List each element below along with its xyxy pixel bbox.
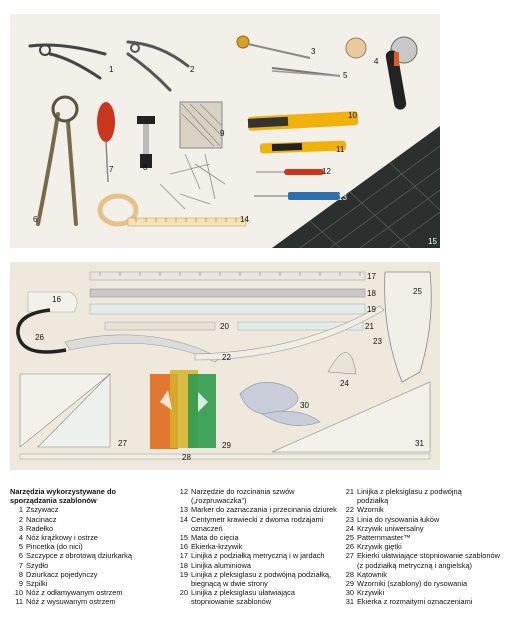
marker-cutter-image [254,192,340,200]
caption-number: 12 [179,487,188,496]
photo-label-5: 5 [343,71,348,80]
caption-text: Linijka z podziałką metryczną i w jardach [191,551,325,561]
grading-squares-image [20,374,110,447]
caption-item-26 [341,542,511,551]
caption-text: Wzornik [357,505,384,515]
caption-number: 28 [345,569,354,579]
caption-text: Centymetr krawiecki z dwoma rodzajami [191,514,324,524]
caption-text: Linijka z pleksiglasu z podwójną podziałką, [191,569,332,579]
caption-number: 24 [345,523,354,533]
caption-text: Nacinacz [26,514,57,524]
photo-label-6: 6 [33,215,38,224]
caption-text-continued: („rozpruwaczka”) [191,496,247,506]
caption-text-continued: (z podziałką metryczną i angielską) [357,560,473,570]
caption-item-8 [10,570,170,579]
photo-label-30: 30 [300,401,309,410]
caption-text: Narzędzie do rozcinania szwów [191,487,295,496]
caption-number: 19 [179,569,188,579]
pins-image [160,102,225,209]
caption-item-15 [175,533,345,542]
single-punch-image [137,116,155,168]
caption-number: 10 [14,588,23,598]
caption-text: Szpilki [26,579,48,589]
caption-item-17 [175,551,345,560]
caption-item-25 [341,533,511,542]
caption-text: Linia do rysowania łuków [357,514,440,524]
caption-number: 15 [179,533,188,543]
rotary-cutter-image [346,37,417,111]
caption-item-1 [10,505,170,514]
caption-text: Szydło [26,560,49,570]
caption-text: Krzywik giętki [357,542,402,552]
caption-text: Patternmaster™ [357,533,411,543]
photo-label-28: 28 [182,453,191,462]
photo-label-11: 11 [336,145,345,154]
caption-text: Wzorniki (szablony) do rysowania [357,579,468,589]
caption-number: 4 [18,533,23,543]
caption-number: 26 [345,542,354,552]
caption-number: 31 [345,597,354,607]
caption-column-2 [175,487,345,607]
photo-label-20: 20 [220,322,229,331]
caption-number: 29 [345,579,354,589]
caption-text: Krzywik uniwersalny [357,523,424,533]
caption-text: Zszywacz [26,505,59,515]
caption-number: 7 [18,560,23,570]
caption-item-23 [341,515,511,524]
photo-label-15: 15 [428,237,437,246]
caption-heading: Narzędzia wykorzystywane do sporządzania szablonów [10,487,116,506]
caption-item-16 [175,542,345,551]
photo-label-21: 21 [365,322,374,331]
caption-number: 2 [18,514,23,524]
tools-photo-bottom [10,262,440,470]
caption-item-18 [175,561,345,570]
seam-ripper-image [256,169,324,175]
caption-item-22 [341,505,511,514]
caption-item-10 [10,588,170,597]
hand-stapler-image [30,45,105,78]
caption-text: Pincetka (do nici) [26,542,83,552]
caption-text: Ekierka z rozmaitymi oznaczeniami [357,597,473,607]
caption-number: 17 [179,551,188,561]
caption-number: 22 [345,505,354,515]
caption-text: Linijka z pleksiglasu ułatwiająca [191,588,295,598]
caption-item-3 [10,524,170,533]
caption-number: 23 [345,514,354,524]
caption-number: 25 [345,533,354,543]
caption-number: 18 [179,560,188,570]
caption-item-5 [10,542,170,551]
caption-item-14 [175,515,345,524]
universal-curve-image [328,352,356,374]
caption-text: Linijka aluminiowa [191,560,251,570]
photo-label-4: 4 [374,57,379,66]
tools-photo-top-illustration [10,14,440,248]
caption-text: Ekierka-krzywik [191,542,243,552]
caption-number: 14 [179,514,188,524]
caption-item-19 [175,570,345,579]
photo-label-7: 7 [109,165,114,174]
caption-text: Marker do zaznaczania i przecinania dziurek [191,505,337,515]
photo-label-31: 31 [415,439,424,448]
caption-text-continued: oznaczeń [191,523,223,533]
caption-item-9 [10,579,170,588]
tracing-wheel-image [237,36,310,58]
photo-label-14: 14 [240,215,249,224]
photo-label-24: 24 [340,379,349,388]
caption-number: 13 [179,505,188,515]
photo-label-2: 2 [190,65,195,74]
photo-label-13: 13 [338,193,347,202]
caption-text: Ekierki ułatwiające stopniowanie szablonów [357,551,500,561]
punch-pliers-image [38,97,77,224]
caption-column-1 [10,487,170,607]
caption-number: 11 [15,597,23,607]
caption-item-6 [10,551,170,560]
photo-label-18: 18 [367,289,376,298]
caption-item-13 [175,505,345,514]
tweezers-image [272,68,340,76]
caption-text: Kątownik [357,569,387,579]
caption-number: 16 [179,542,188,552]
caption-number: 21 [345,487,354,496]
photo-label-26: 26 [35,333,44,342]
caption-text: Nóż z odłamywanym ostrzem [26,588,123,598]
caption-number: 5 [18,542,23,552]
caption-item-12 [175,487,345,496]
caption-item-4 [10,533,170,542]
photo-label-8: 8 [143,163,148,172]
caption-item-7 [10,561,170,570]
caption-number: 1 [18,505,23,515]
caption-item-2 [10,515,170,524]
caption-item-31 [341,597,511,606]
tape-measure-image [100,196,246,226]
caption-text: Krzywiki [357,588,385,598]
caption-column-3 [341,487,511,607]
caption-number: 6 [18,551,23,561]
caption-text: Dziurkacz pojedynczy [26,569,98,579]
photo-label-12: 12 [322,167,331,176]
photo-label-9: 9 [220,129,225,138]
caption-item-11 [10,597,170,606]
drawing-templates-image [150,370,216,449]
caption-text: Radełko [26,523,54,533]
caption-text-continued: stopniowanie szablonów [191,597,272,607]
caption-text: Mata do cięcia [191,533,239,543]
flexible-curve-image [18,310,66,352]
caption-item-20 [175,588,345,597]
photo-label-1: 1 [109,65,114,74]
caption-item-29 [341,579,511,588]
caption-text: Szczypce z obrotową dziurkarką [26,551,132,561]
caption-text-continued: biegnącą w dwie strony [191,579,268,589]
photo-label-3: 3 [311,47,316,56]
photo-label-29: 29 [222,441,231,450]
photo-label-16: 16 [52,295,61,304]
caption-text-continued: podziałką [357,496,389,506]
photo-label-23: 23 [373,337,382,346]
caption-number: 8 [18,569,23,579]
retractable-knife-image [260,141,346,154]
caption-text: Nóż krążkowy i ostrze [26,533,98,543]
caption-item-24 [341,524,511,533]
photo-label-27: 27 [118,439,127,448]
caption-number: 20 [179,588,188,598]
caption-item-28 [341,570,511,579]
photo-label-22: 22 [222,353,231,362]
notcher-image [128,42,188,90]
caption-text: Nóż z wysuwanym ostrzem [26,597,116,607]
caption-number: 30 [345,588,354,598]
patternmaster-image [385,272,432,382]
photo-label-25: 25 [413,287,422,296]
photo-label-19: 19 [367,305,376,314]
tools-photo-top [10,14,440,248]
caption-number: 9 [18,579,23,589]
caption-number: 3 [18,523,23,533]
caption-number: 27 [345,551,354,561]
snap-off-knife-image [248,111,359,131]
caption-item-30 [341,588,511,597]
caption-text: Linijka z pleksiglasu z podwójną [357,487,462,496]
l-square-image [20,454,430,459]
photo-label-10: 10 [348,111,357,120]
caption-item-27 [341,551,511,560]
caption-item-21 [341,487,511,496]
photo-label-17: 17 [367,272,376,281]
